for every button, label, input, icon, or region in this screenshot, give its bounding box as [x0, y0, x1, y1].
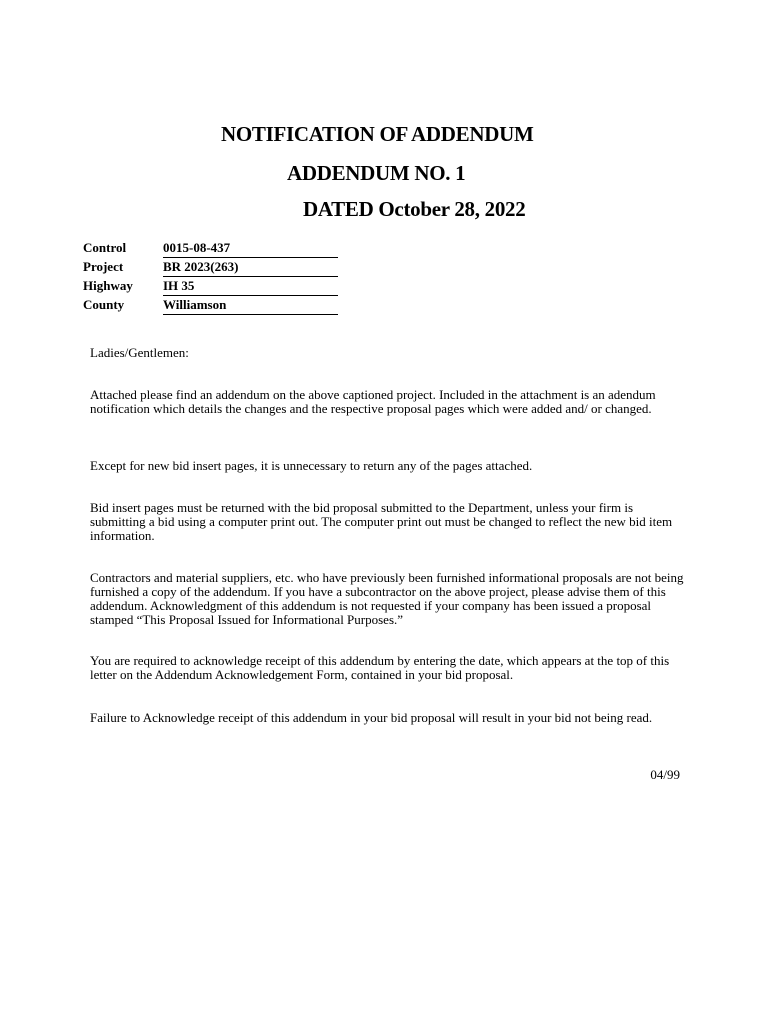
info-label: Control	[83, 240, 127, 255]
info-value: 0015-08-437	[163, 240, 338, 258]
info-label: Highway	[83, 278, 133, 293]
info-row-control	[83, 238, 343, 257]
document-title: NOTIFICATION OF ADDENDUM	[221, 122, 534, 146]
paragraph-return-pages: Except for new bid insert pages, it is unnecessary to return any of the pages attached.	[90, 458, 533, 473]
form-code: 04/99	[650, 767, 680, 782]
paragraph-attachment: Attached please find an addendum on the above captioned project. Included in the attachment is an adendum notification which details the changes and the respective proposal pages which were added and/ or changed.	[90, 387, 656, 416]
paragraph-informational: Contractors and material suppliers, etc. who have previously been furnished informational proposals are not being furnished a copy of the addendum. If you have a subcontractor on the above project, please advise them of this addendum. Acknowledgment of this addendum is not requested if your company has been issued a proposal stamped “This Proposal Issued for Informational Purposes.”	[90, 570, 684, 627]
paragraph-acknowledge: You are required to acknowledge receipt of this addendum by entering the date, which appears at the top of this letter on the Addendum Acknowledgement Form, contained in your bid proposal.	[90, 653, 670, 682]
salutation: Ladies/Gentlemen:	[90, 345, 189, 360]
addendum-number: ADDENDUM NO. 1	[287, 161, 466, 185]
info-row-county	[83, 295, 343, 314]
info-label: Project	[83, 259, 124, 274]
paragraph-bid-insert: Bid insert pages must be returned with the bid proposal submitted to the Department, unless your firm is submitting a bid using a computer print out. The computer print out must be changed to reflect the new bid item information.	[90, 500, 673, 543]
paragraph-failure: Failure to Acknowledge receipt of this addendum in your bid proposal will result in your bid not being read.	[90, 710, 653, 725]
info-label: County	[83, 297, 125, 312]
info-value: Williamson	[163, 297, 338, 315]
info-value: BR 2023(263)	[163, 259, 338, 277]
info-row-highway	[83, 276, 343, 295]
addendum-date: DATED October 28, 2022	[303, 197, 526, 221]
info-row-project	[83, 257, 343, 276]
info-value: IH 35	[163, 278, 338, 296]
